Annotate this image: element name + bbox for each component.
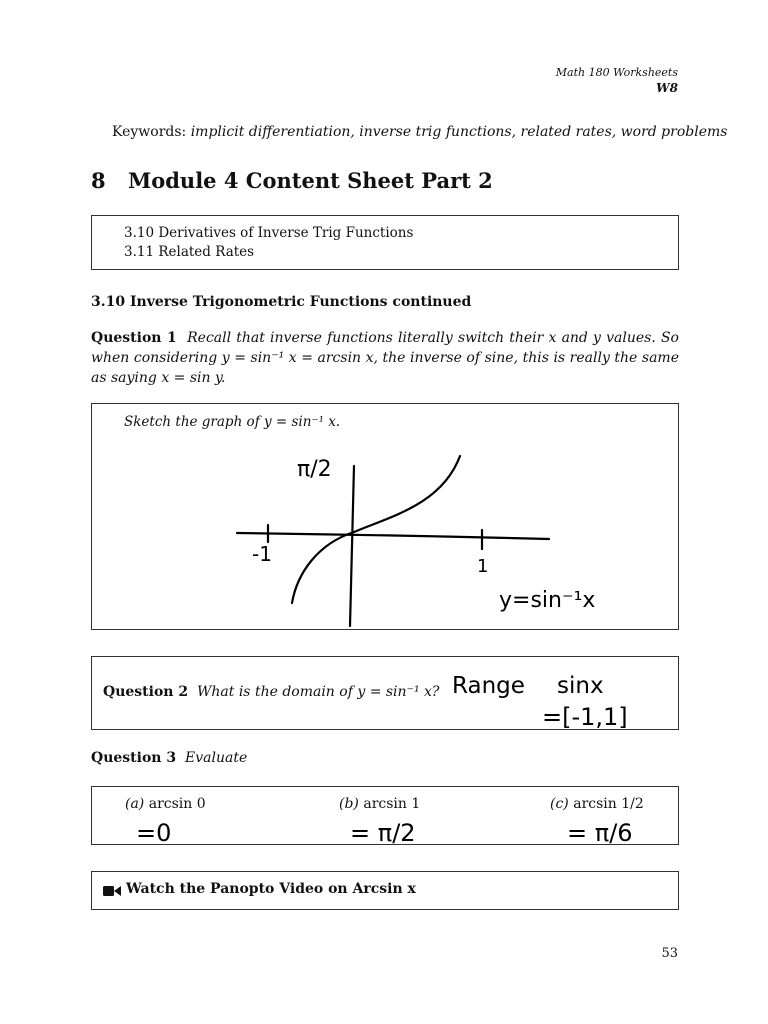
part-letter: (c) bbox=[550, 796, 569, 812]
part-expression: arcsin 0 bbox=[148, 796, 206, 812]
keywords-label: Keywords: bbox=[112, 124, 187, 140]
evaluate-box bbox=[91, 786, 679, 845]
part-expression: arcsin 1/2 bbox=[573, 796, 644, 812]
handwritten-range: Range bbox=[452, 673, 525, 699]
graph-left-tick-label: -1 bbox=[252, 542, 272, 566]
sketch-prompt: Sketch the graph of y = sin⁻¹ x. bbox=[124, 414, 341, 430]
part-letter: (a) bbox=[125, 796, 145, 812]
section-title-text: Module 4 Content Sheet Part 2 bbox=[128, 168, 493, 193]
section-number: 8 bbox=[91, 168, 106, 193]
subsection-title: 3.10 Inverse Trigonometric Functions continued bbox=[91, 294, 472, 310]
sketch-box bbox=[91, 403, 679, 630]
question-2-handwriting bbox=[92, 657, 678, 729]
section-title bbox=[91, 168, 493, 193]
handwritten-graph bbox=[92, 404, 678, 629]
video-link-label[interactable]: Watch the Panopto Video on Arcsin x bbox=[126, 881, 416, 897]
question-2-box bbox=[91, 656, 679, 730]
question-3-label: Question 3 bbox=[91, 750, 177, 766]
graph-right-tick-label: 1 bbox=[477, 556, 489, 577]
question-2-text: What is the domain of y = sin⁻¹ x? bbox=[197, 684, 440, 700]
handwritten-answer-a: =0 bbox=[136, 819, 172, 844]
part-expression: arcsin 1 bbox=[363, 796, 421, 812]
part-letter: (b) bbox=[339, 796, 359, 812]
question-2-label: Question 2 bbox=[103, 684, 189, 700]
question-3-text: Evaluate bbox=[185, 750, 248, 766]
keywords-line bbox=[112, 124, 727, 140]
handwritten-sinx: sinx bbox=[557, 673, 604, 699]
handwritten-range-answer: =[-1,1] bbox=[542, 703, 628, 729]
handwritten-answer-b: = π/2 bbox=[350, 819, 416, 844]
question-3 bbox=[91, 750, 247, 766]
question-1-text: Recall that inverse functions literally switch their x and y values. So when considering y = sin⁻¹ x = arcsin x, the inverse of sine, this is really the same as saying x = sin y. bbox=[91, 330, 679, 386]
header-week: W8 bbox=[656, 81, 678, 95]
question-1-label: Question 1 bbox=[91, 330, 177, 346]
contents-box bbox=[91, 215, 679, 270]
x-axis-stroke bbox=[237, 533, 549, 539]
question-1 bbox=[91, 328, 679, 388]
header-course: Math 180 Worksheets bbox=[555, 66, 678, 79]
contents-item: 3.11 Related Rates bbox=[124, 244, 255, 260]
graph-top-label: π/2 bbox=[297, 457, 332, 482]
y-axis-stroke bbox=[350, 466, 354, 626]
keywords-terms: implicit differentiation, inverse trig functions, related rates, word problems bbox=[190, 124, 728, 140]
contents-item: 3.10 Derivatives of Inverse Trig Functions bbox=[124, 225, 414, 241]
page-number: 53 bbox=[661, 946, 678, 961]
video-camera-icon bbox=[103, 885, 121, 897]
graph-function-label: y=sin⁻¹x bbox=[499, 588, 596, 613]
evaluate-handwriting bbox=[92, 787, 678, 844]
handwritten-answer-c: = π/6 bbox=[567, 819, 633, 844]
video-link-box[interactable] bbox=[91, 871, 679, 910]
